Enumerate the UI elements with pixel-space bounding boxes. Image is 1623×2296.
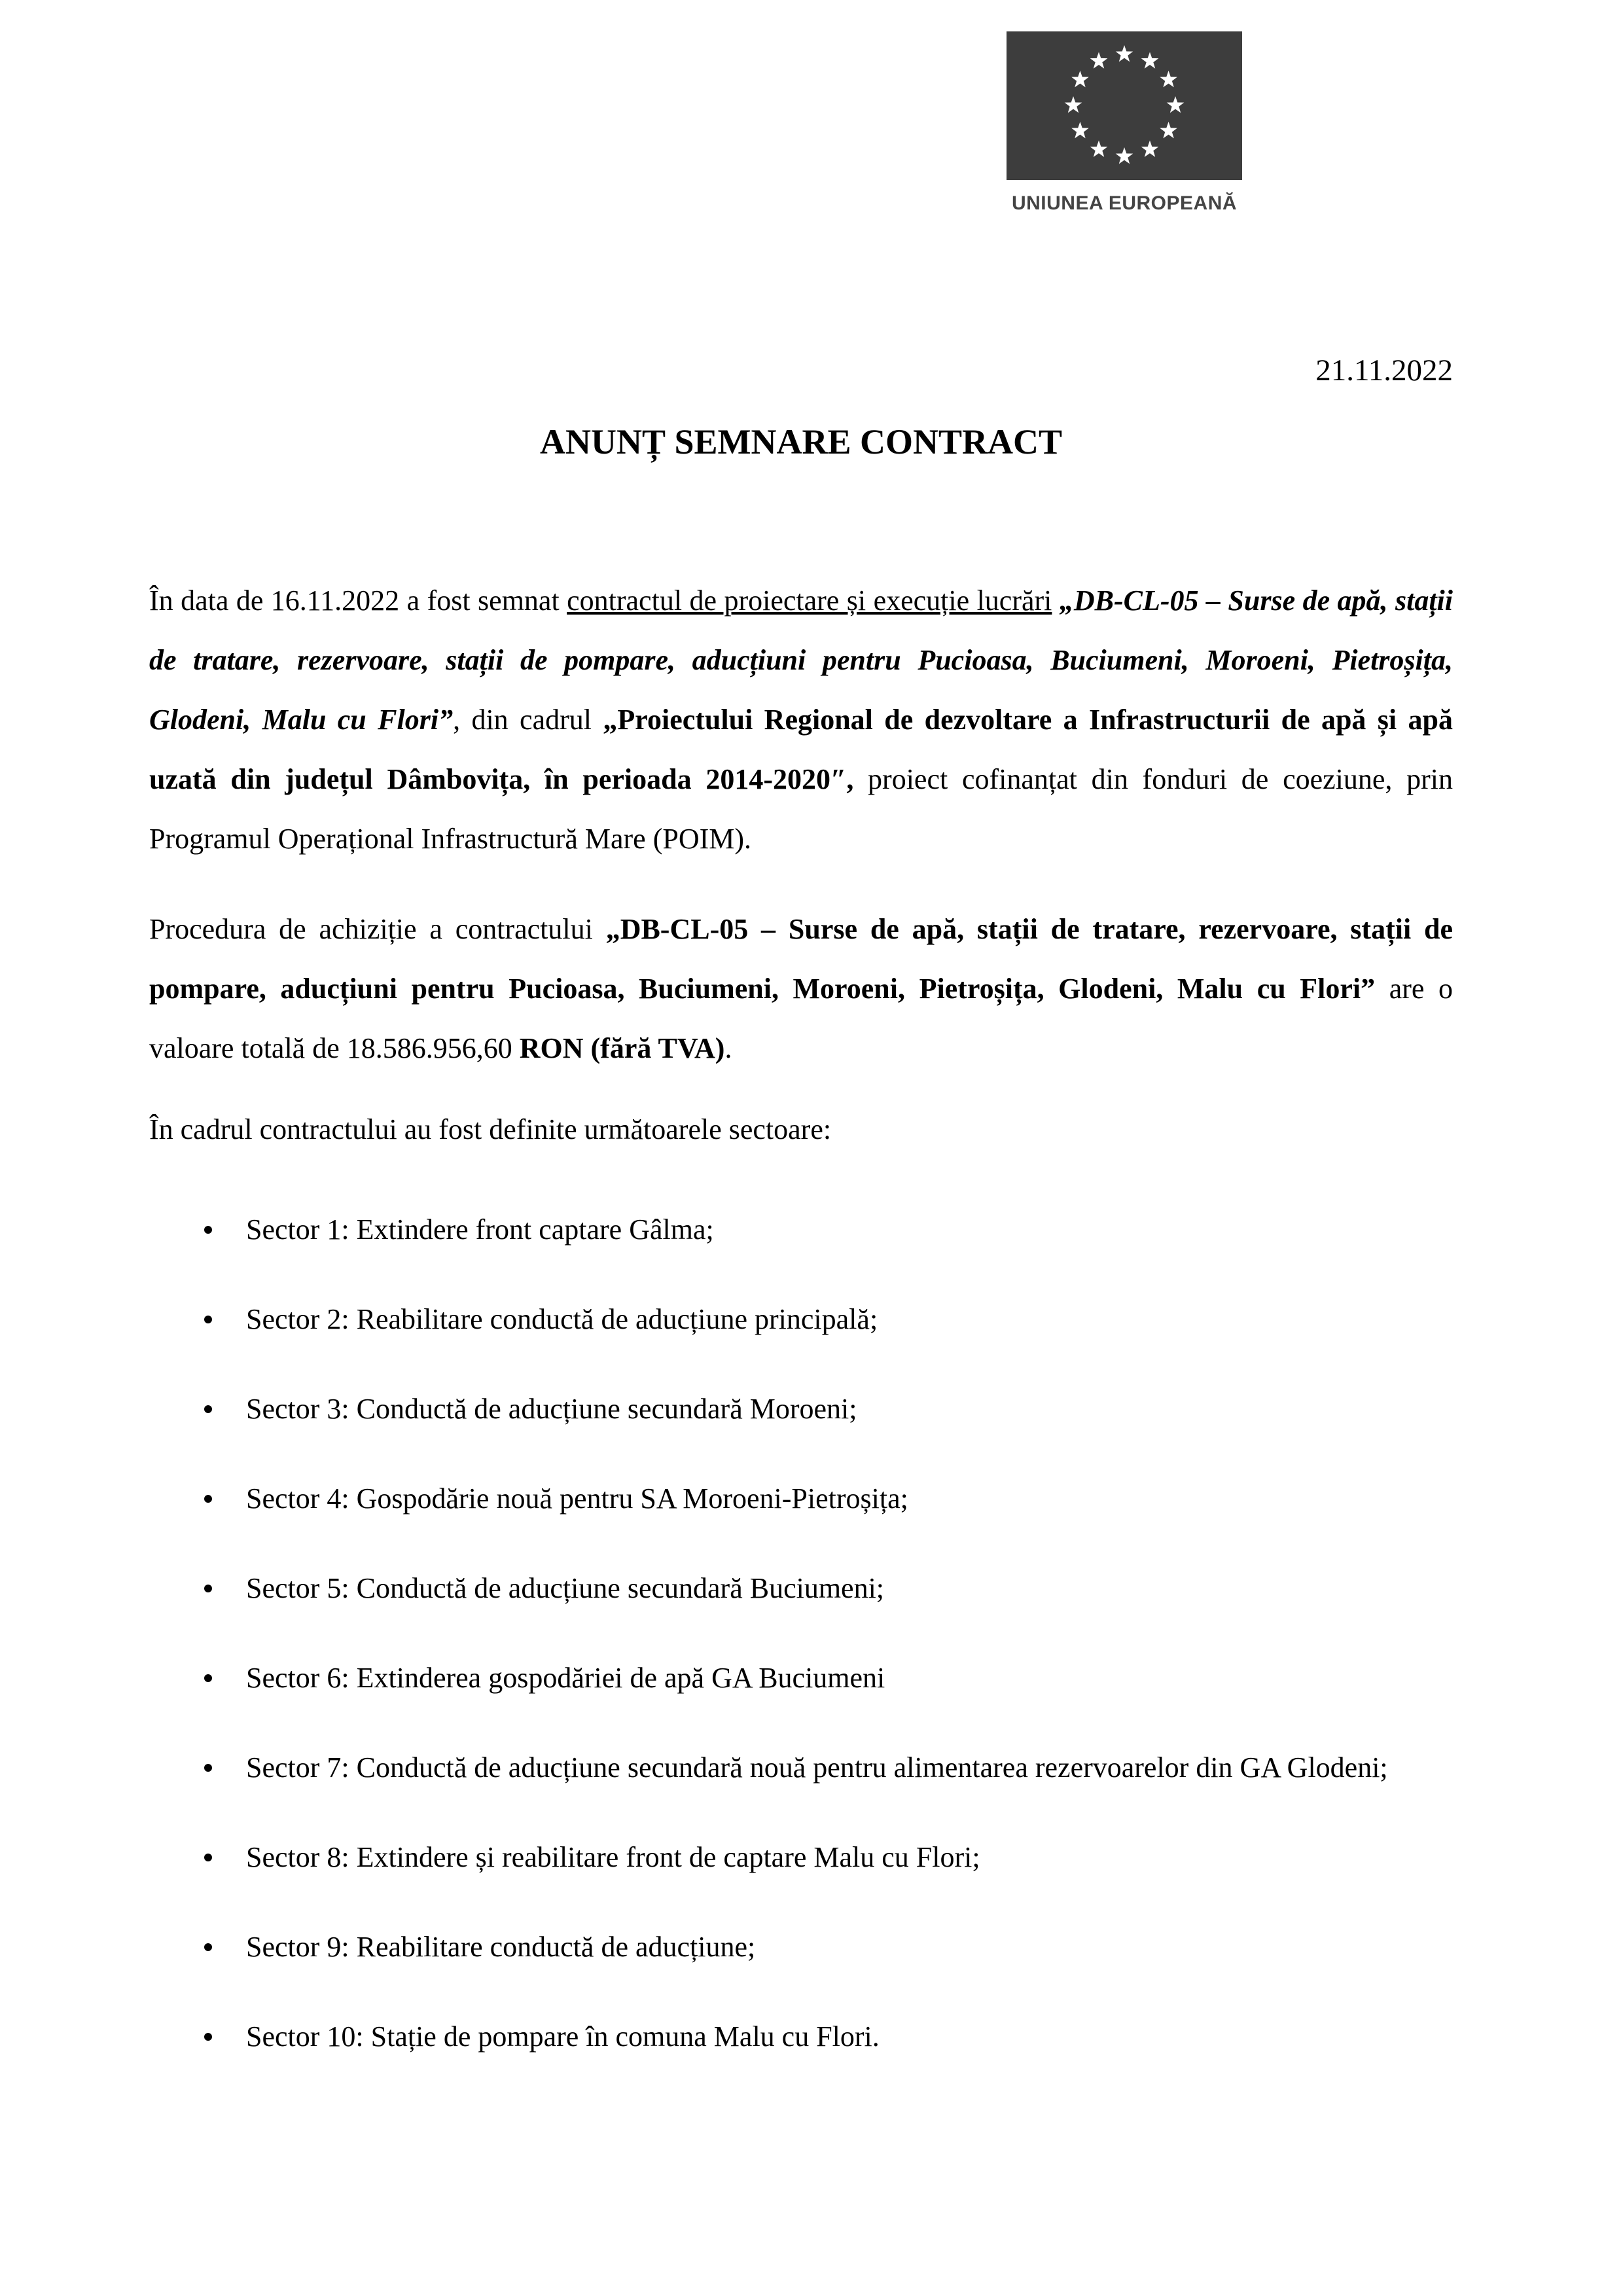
logo-caption: UNIUNEA EUROPEANĂ <box>1011 192 1238 214</box>
list-item <box>149 1812 1615 1902</box>
list-item <box>149 1364 1615 1454</box>
sector-label: Sector 6: Extinderea gospodăriei de apă GA Buciumeni <box>246 1662 885 1694</box>
sector-list <box>149 1185 1615 2081</box>
p1-contract-type: contractul de proiectare și execuție lucrări <box>567 584 1052 617</box>
sector-label: Sector 5: Conductă de aducțiune secundară Buciumeni; <box>246 1572 885 1604</box>
bullet-icon <box>204 1405 212 1413</box>
list-item <box>149 1992 1615 2081</box>
sector-label: Sector 4: Gospodărie nouă pentru SA Moroeni-Pietroșița; <box>246 1482 908 1515</box>
star-icon <box>1141 141 1159 157</box>
p1-text-3 <box>1052 584 1059 617</box>
eu-flag-icon <box>1007 31 1242 180</box>
sector-label: Sector 9: Reabilitare conductă de aducțiune; <box>246 1931 756 1963</box>
page-title: ANUNȚ SEMNARE CONTRACT <box>539 422 1063 461</box>
sector-label: Sector 1: Extindere front captare Gâlma; <box>246 1213 714 1246</box>
p1-text-7: proiect cofinanțat din fonduri de coeziune, prin Programul Operațional Infrastructură Mare (POIM). <box>149 763 1454 855</box>
star-icon <box>1071 71 1089 87</box>
list-item <box>149 1274 1615 1364</box>
list-item <box>149 1454 1615 1543</box>
sector-label: Sector 8: Extindere și reabilitare front de captare Malu cu Flori; <box>246 1841 980 1873</box>
p2-text-1: Procedura de achiziție a contractului <box>149 913 606 945</box>
star-icon <box>1090 141 1108 157</box>
bullet-icon <box>204 1316 212 1323</box>
list-item <box>149 1723 1615 1812</box>
list-item <box>149 1902 1615 1992</box>
p1-text-5: , din cadrul <box>453 704 603 736</box>
bullet-icon <box>204 1764 212 1772</box>
sector-label: Sector 2: Reabilitare conductă de aducțiune principală; <box>246 1303 878 1335</box>
star-icon <box>1141 52 1159 68</box>
paragraph-sectors-intro: În cadrul contractului au fost definite următoarele sectoare: <box>149 1113 832 1145</box>
p2-text-5: . <box>724 1032 732 1064</box>
sector-label: Sector 3: Conductă de aducțiune secundară Moroeni; <box>246 1393 857 1425</box>
bullet-icon <box>204 1943 212 1951</box>
star-icon <box>1065 96 1082 113</box>
paragraph-contract-signing <box>149 571 1453 869</box>
p2-text-3: are o valoare totală de 18.586.956,60 <box>149 973 1453 1064</box>
star-icon <box>1071 122 1089 138</box>
star-icon <box>1116 147 1133 164</box>
bullet-icon <box>204 1226 212 1234</box>
list-item <box>149 1543 1615 1633</box>
p1-project-name: „Proiectului Regional de dezvoltare a Infrastructurii de apă și apă uzată din județul Dâmbovița, în perioada 2014-2020″, <box>149 704 1453 795</box>
bullet-icon <box>204 1495 212 1503</box>
star-icon <box>1160 71 1177 87</box>
star-icon <box>1116 45 1133 62</box>
bullet-icon <box>204 2033 212 2041</box>
p1-text-1: În data de 16.11.2022 a fost semnat <box>149 584 567 617</box>
paragraph-procedure-value <box>149 899 1453 1078</box>
sector-label: Sector 7: Conductă de aducțiune secundară nouă pentru alimentarea rezervoarelor din GA Glodeni; <box>246 1751 1388 1784</box>
eu-logo <box>1007 31 1242 225</box>
star-icon <box>1167 96 1185 113</box>
star-icon <box>1160 122 1177 138</box>
sector-label: Sector 10: Stație de pompare în comuna Malu cu Flori. <box>246 2020 880 2053</box>
bullet-icon <box>204 1854 212 1861</box>
bullet-icon <box>204 1674 212 1682</box>
list-item <box>149 1633 1615 1723</box>
bullet-icon <box>204 1585 212 1592</box>
p2-currency: RON (fără TVA) <box>519 1032 725 1064</box>
star-icon <box>1090 52 1108 68</box>
p2-contract-name: „DB-CL-05 – Surse de apă, stații de tratare, rezervoare, stații de pompare, aducțiuni pentru Pucioasa, Buciumeni, Moroeni, Pietroșița, Glodeni, Malu cu Flori” <box>149 913 1453 1005</box>
p1-contract-name: „DB-CL-05 – Surse de apă, stații de tratare, rezervoare, stații de pompare, aducțiuni pentru Pucioasa, Buciumeni, Moroeni, Pietroșița, Glodeni, Malu cu Flori” <box>149 584 1454 736</box>
document-date: 21.11.2022 <box>1315 353 1453 387</box>
list-item <box>149 1185 1615 1274</box>
